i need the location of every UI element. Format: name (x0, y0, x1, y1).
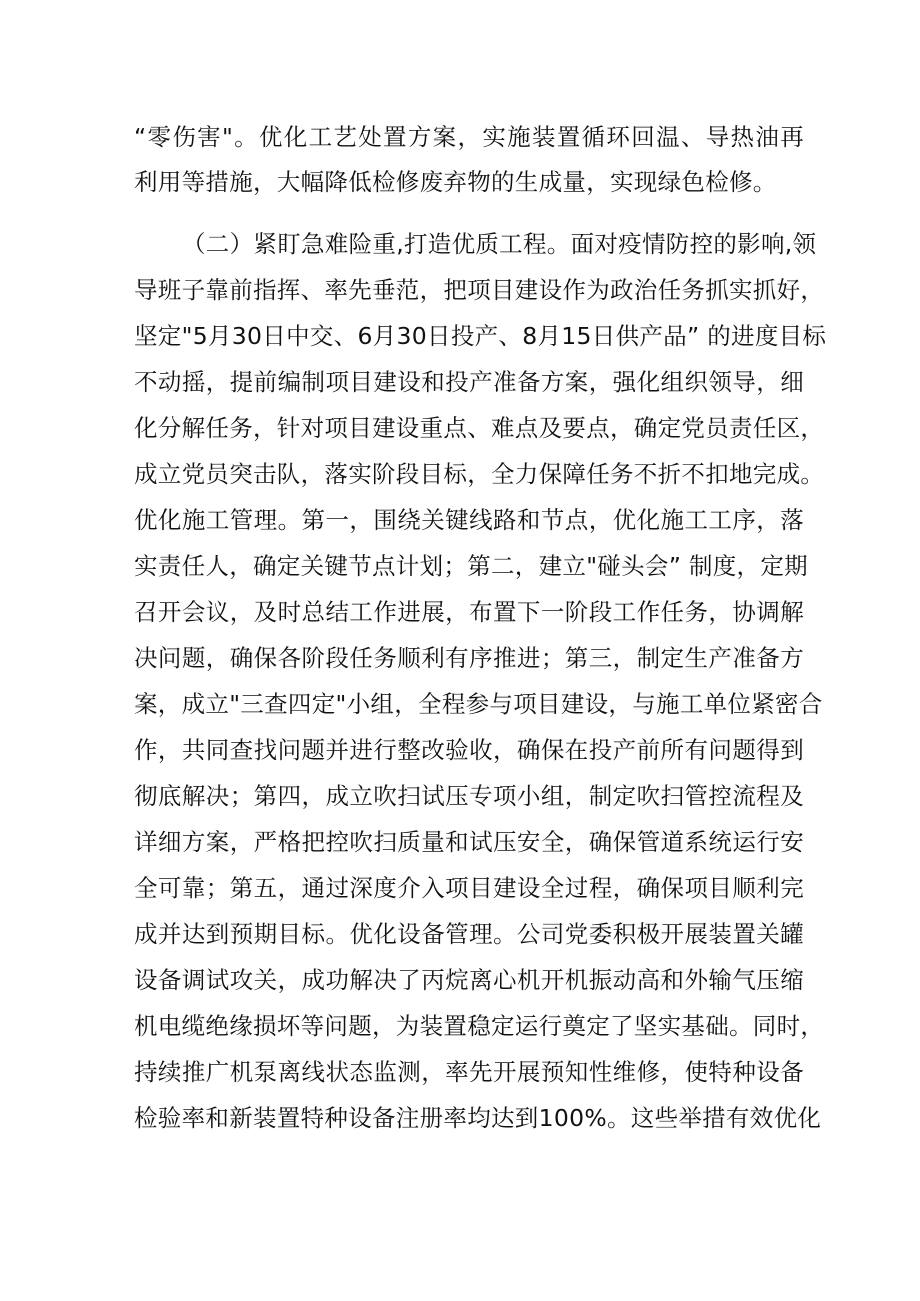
text-line: 导班子靠前指挥、率先垂范，把项目建设作为政治任务抓实抓好， (134, 276, 825, 304)
text-line: 机电缆绝缘损坏等问题，为装置稳定运行奠定了坚实基础。同时， (134, 1012, 825, 1040)
text-line: 坚定"5月30日中交、6月30日投产、8月15日供产品” 的进度目标 (134, 322, 827, 350)
text-line: 彻底解决；第四，成立吹扫试压专项小组，制定吹扫管控流程及 (134, 782, 804, 810)
text-line: 利用等措施，大幅降低检修废弃物的生成量，实现绿色检修。 (134, 168, 777, 196)
text-line: 持续推广机泵离线状态监测，率先开展预知性维修，使特种设备 (134, 1058, 804, 1086)
text-line: 案，成立"三查四定"小组，全程参与项目建设，与施工单位紧密合 (134, 690, 823, 718)
text-line: 成并达到预期目标。优化设备管理。公司党委积极开展装置关罐 (134, 920, 804, 948)
text-line: 化分解任务，针对项目建设重点、难点及要点，确定党员责任区， (134, 414, 825, 442)
text-line: 作，共同查找问题并进行整改验收，确保在投产前所有问题得到 (134, 736, 804, 764)
text-line: 决问题，确保各阶段任务顺利有序推进；第三，制定生产准备方 (134, 644, 804, 672)
paragraph-heading-line: （二）紧盯急难险重,打造优质工程。面对疫情防控的影响,领 (182, 230, 817, 258)
text-line: 详细方案，严格把控吹扫质量和试压安全，确保管道系统运行安 (134, 828, 804, 856)
text-line: 实责任人，确定关键节点计划；第二，建立"碰头会” 制度，定期 (134, 552, 808, 580)
text-line: 设备调试攻关，成功解决了丙烷离心机开机振动高和外输气压缩 (134, 966, 804, 994)
text-line: 不动摇，提前编制项目建设和投产准备方案，强化组织领导，细 (134, 368, 804, 396)
text-line: 全可靠；第五，通过深度介入项目建设全过程，确保项目顺利完 (134, 874, 804, 902)
text-line: 成立党员突击队，落实阶段目标，全力保障任务不折不扣地完成。 (134, 460, 825, 488)
text-line: 优化施工管理。第一，围绕关键线路和节点，优化施工工序，落 (134, 506, 804, 534)
text-line: 检验率和新装置特种设备注册率均达到100%。这些举措有效优化 (134, 1104, 822, 1132)
text-line: 召开会议，及时总结工作进展，布置下一阶段工作任务，协调解 (134, 598, 804, 626)
text-line (134, 1144, 804, 1184)
text-line: “零伤害"。优化工艺处置方案，实施装置循环回温、导热油再 (134, 123, 804, 151)
